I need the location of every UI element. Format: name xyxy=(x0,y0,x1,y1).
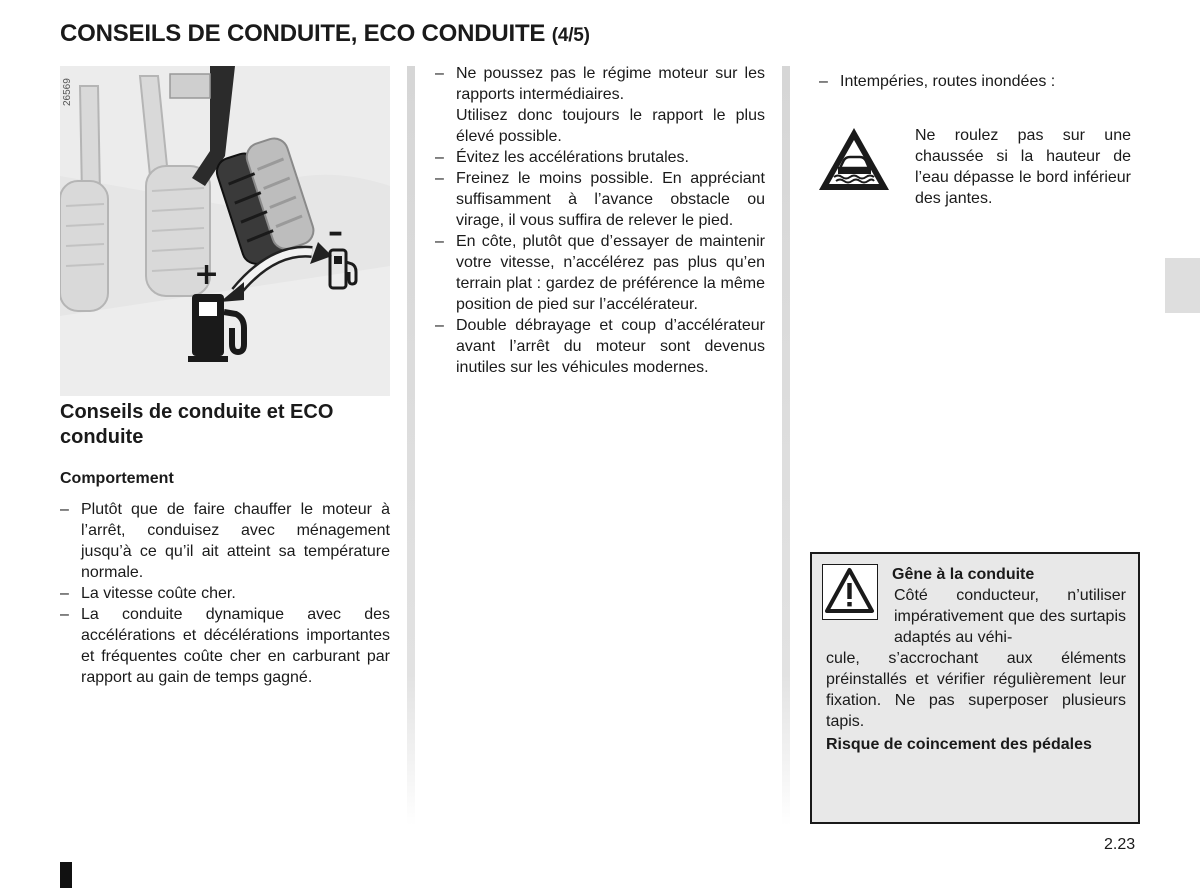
warning-body-rest: cule, s’accrochant aux éléments préinstallés et vérifier régulièrement leur fixation. Ne pas superposer plusieurs tapis. xyxy=(826,650,1126,730)
list-item-text: – La vitesse coûte cher. xyxy=(81,585,236,602)
list-item-text: – Double débrayage et coup d’accélérateur avant l’arrêt du moteur sont devenus inutiles sur les véhicules modernes. xyxy=(456,317,765,376)
page-title-text: CONSEILS DE CONDUITE, ECO CONDUITE xyxy=(60,20,546,47)
warning-body-first: Côté conducteur, n’utiliser impérativement que des surtapis adaptés au véhi- xyxy=(894,587,1126,646)
list-item xyxy=(60,583,390,604)
flood-warning-text: Ne roulez pas sur une chaussée si la hauteur de l’eau dépasse le bord inférieur des jantes. xyxy=(915,127,1131,207)
chapter-tab-marker xyxy=(1165,258,1200,313)
corner-mark xyxy=(60,862,72,888)
list-item-text: – Évitez les accélérations brutales. xyxy=(456,149,689,166)
page-title xyxy=(60,20,590,48)
list-item-text: – Intempéries, routes inondées : xyxy=(840,73,1056,90)
page-part-indicator: (4/5) xyxy=(551,25,590,46)
warning-risk: Risque de coincement des pédales xyxy=(826,736,1092,753)
list-item xyxy=(60,604,390,688)
warning-title: Gêne à la conduite xyxy=(892,566,1035,583)
column3-list xyxy=(819,71,1139,92)
list-item xyxy=(435,315,765,378)
pedals-drawing xyxy=(60,66,390,396)
list-item xyxy=(435,231,765,315)
flooded-road-warning-icon xyxy=(816,124,892,194)
column2-list xyxy=(435,63,765,378)
warning-body xyxy=(826,585,1126,732)
subsection-title: Comportement xyxy=(60,470,174,487)
minus-symbol: – xyxy=(328,215,343,250)
figure-reference: 26569 xyxy=(62,78,73,106)
list-item-text: – Freinez le moins possible. En appréciant suffisamment à l’avance obstacle ou virage, il vous suffira de relever le pied. xyxy=(456,170,765,229)
warning-box xyxy=(810,552,1140,824)
list-item xyxy=(60,499,390,583)
list-item xyxy=(819,71,1139,92)
list-item-text: – En côte, plutôt que d’essayer de maintenir votre vitesse, n’accélérez pas plus qu’en terrain plat : gardez de préférence la même position de pied sur l’accélérateur. xyxy=(456,233,765,313)
column-separator-right xyxy=(782,66,790,826)
section-title: Conseils de conduite et ECO conduite xyxy=(60,401,334,448)
list-item-text: – Ne poussez pas le régime moteur sur les rapports intermédiaires. xyxy=(456,65,765,103)
list-item-continuation: Utilisez donc toujours le rapport le plus élevé possible. xyxy=(456,107,765,145)
list-item xyxy=(435,147,765,168)
list-item-text: – Plutôt que de faire chauffer le moteur à l’arrêt, conduisez avec ménagement jusqu’à ce qu’il ait atteint sa température normale. xyxy=(81,501,390,581)
list-item-text: – La conduite dynamique avec des accélérations et décélérations importantes et fréquentes coûte cher en carburant par rapport au gain de temps gagné. xyxy=(81,606,390,686)
plus-symbol: + xyxy=(194,257,220,292)
column-separator-left xyxy=(407,66,415,826)
list-item xyxy=(435,168,765,231)
list-item xyxy=(435,63,765,147)
pedals-illustration xyxy=(60,66,390,396)
page-number: 2.23 xyxy=(1104,836,1136,853)
column1-list xyxy=(60,499,390,688)
